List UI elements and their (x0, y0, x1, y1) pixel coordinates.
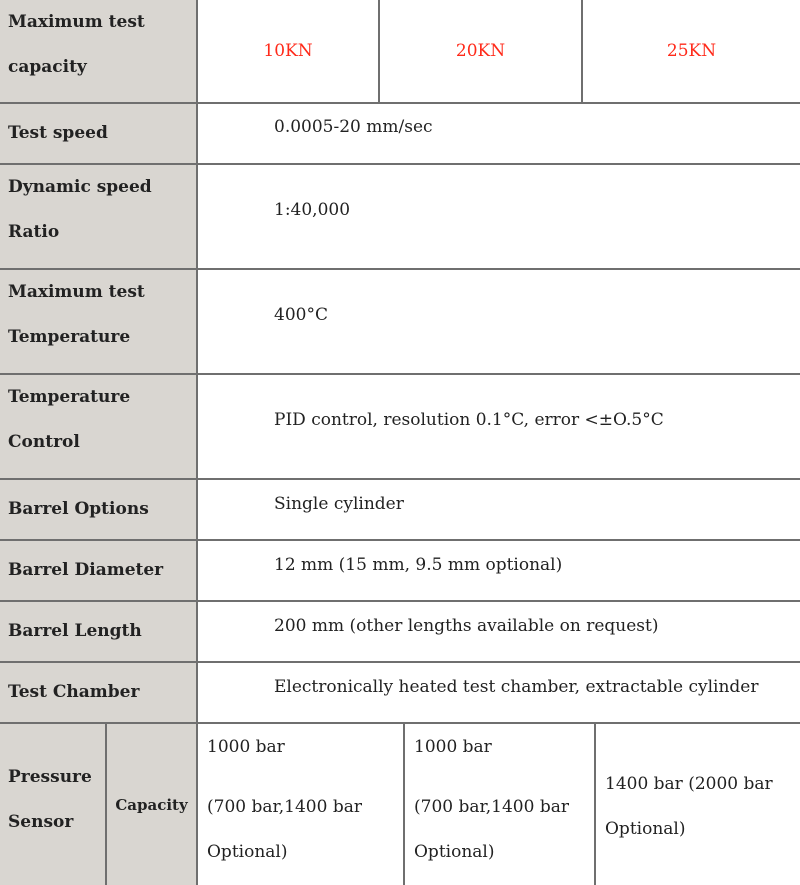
grid-line (0, 373, 800, 375)
model-25kn (583, 0, 800, 102)
grid-line (594, 724, 596, 885)
label-line-1: Pressure (8, 767, 92, 787)
label-line-2: Temperature (8, 327, 131, 347)
model-20kn-text: 20KN (455, 41, 506, 61)
pressure-line-3: Optional) (414, 842, 495, 862)
grid-line (0, 722, 800, 724)
value-temperature-control-text: PID control, resolution 0.1°C, error <±O.5°C (274, 409, 664, 430)
model-10kn (198, 0, 378, 102)
label-capacity-text: Capacity (115, 795, 188, 814)
pressure-line-2: Optional) (605, 819, 686, 839)
grid-line (0, 478, 800, 480)
label-temperature-control (0, 375, 196, 478)
label-line-1: Maximum test (8, 282, 145, 302)
label-barrel-diameter (0, 541, 196, 600)
grid-line (403, 724, 405, 885)
pressure-line-2: (700 bar,1400 bar (207, 797, 362, 817)
label-test-chamber-text: Test Chamber (8, 682, 140, 702)
value-barrel-diameter-text: 12 mm (15 mm, 9.5 mm optional) (274, 555, 563, 575)
pressure-line-1: 1000 bar (414, 737, 492, 757)
grid-line (0, 600, 800, 602)
label-line-1: Dynamic speed (8, 177, 152, 197)
label-line-2: capacity (8, 57, 87, 77)
value-barrel-diameter (198, 541, 800, 589)
value-test-speed-text: 0.0005-20 mm/sec (274, 116, 433, 137)
grid-line (105, 724, 107, 885)
pressure-line-1: 1000 bar (207, 737, 285, 757)
value-test-chamber-text: Electronically heated test chamber, extractable cylinder (274, 677, 759, 697)
pressure-capacity-10kn (198, 724, 403, 885)
value-test-chamber (198, 663, 800, 711)
label-line-2: Sensor (8, 812, 74, 832)
grid-line (378, 0, 380, 102)
label-test-speed-text: Test speed (8, 123, 108, 143)
label-barrel-options (0, 480, 196, 539)
label-maximum-test-temperature (0, 270, 196, 373)
grid-line (0, 661, 800, 663)
label-pressure-sensor (0, 724, 105, 885)
value-dynamic-speed-ratio (198, 165, 800, 254)
label-line-2: Control (8, 432, 80, 452)
grid-line (196, 0, 198, 885)
value-barrel-options (198, 480, 800, 528)
value-barrel-options-text: Single cylinder (274, 494, 404, 514)
label-maximum-test-capacity (0, 0, 196, 102)
value-test-speed (198, 104, 800, 149)
label-line-1: Temperature (8, 387, 131, 407)
model-20kn (380, 0, 581, 102)
grid-line (0, 163, 800, 165)
value-dynamic-speed-ratio-text: 1:40,000 (274, 199, 351, 220)
label-barrel-options-text: Barrel Options (8, 499, 149, 519)
pressure-line-3: Optional) (207, 842, 288, 862)
label-barrel-length (0, 602, 196, 661)
pressure-capacity-20kn (405, 724, 594, 885)
model-10kn-text: 10KN (263, 41, 313, 61)
label-line-1: Maximum test (8, 12, 145, 32)
pressure-capacity-25kn (596, 724, 800, 885)
label-test-chamber (0, 663, 196, 722)
label-barrel-length-text: Barrel Length (8, 621, 142, 641)
model-25kn-text: 25KN (666, 41, 717, 61)
grid-line (581, 0, 583, 102)
pressure-line-1: 1400 bar (2000 bar (605, 774, 773, 794)
label-test-speed (0, 104, 196, 163)
value-temperature-control (198, 375, 800, 464)
label-capacity (107, 724, 196, 885)
value-maximum-test-temperature-text: 400°C (274, 304, 328, 325)
label-dynamic-speed-ratio (0, 165, 196, 268)
label-barrel-diameter-text: Barrel Diameter (8, 560, 164, 580)
value-barrel-length (198, 602, 800, 650)
label-line-2: Ratio (8, 222, 60, 242)
grid-line (0, 102, 800, 104)
grid-line (0, 268, 800, 270)
value-maximum-test-temperature (198, 270, 800, 359)
grid-line (0, 539, 800, 541)
pressure-line-2: (700 bar,1400 bar (414, 797, 569, 817)
value-barrel-length-text: 200 mm (other lengths available on request) (274, 616, 659, 636)
